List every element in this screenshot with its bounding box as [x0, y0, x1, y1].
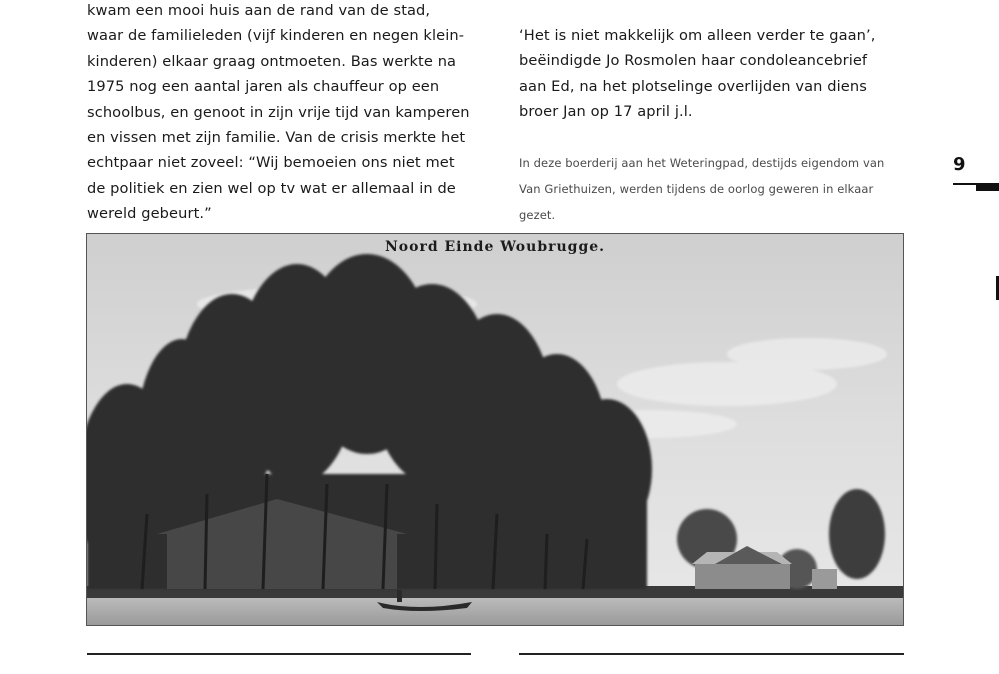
caption-line-3: gezet. — [519, 208, 556, 222]
right-line-4: broer Jan op 17 april j.l. — [519, 103, 693, 121]
right-line-2: beëindigde Jo Rosmolen haar condoleancebrief — [519, 52, 868, 70]
photo-illustration — [87, 234, 903, 625]
left-line-9: wereld gebeurt.” — [87, 205, 212, 223]
photo-caption — [519, 150, 899, 228]
bottom-rule-left — [87, 653, 471, 655]
caption-line-1: In deze boerderij aan het Weteringpad, destijds eigendom van — [519, 156, 885, 170]
page-edge-tab — [976, 183, 999, 191]
canal-water — [87, 596, 903, 625]
left-line-5: schoolbus, en genoot in zijn vrije tijd van kamperen — [87, 103, 470, 121]
right-line-1: ‘Het is niet makkelijk om alleen verder te gaan’, — [519, 27, 876, 44]
photo-title: Noord Einde Woubrugge. — [384, 239, 606, 255]
caption-line-2: Van Griethuizen, werden tijdens de oorlog geweren in elkaar — [519, 182, 874, 196]
right-line-3: aan Ed, na het plotselinge overlijden van diens — [519, 77, 867, 95]
right-text-column — [519, 23, 909, 125]
left-line-1: kwam een mooi huis aan de rand van de stad, — [87, 2, 431, 19]
left-line-8: de politiek en zien wel op tv wat er allemaal in de — [87, 179, 456, 197]
left-line-7: echtpaar niet zoveel: “Wij bemoeien ons niet met — [87, 154, 455, 172]
left-line-2: waar de familieleden (vijf kinderen en negen klein- — [87, 27, 465, 45]
page-number: 9 — [953, 154, 966, 175]
bottom-rule-right — [519, 653, 904, 655]
historic-photo — [86, 233, 904, 626]
left-line-4: 1975 nog een aantal jaren als chauffeur op een — [87, 78, 440, 96]
left-line-6: en vissen met zijn familie. Van de crisis merkte het — [87, 129, 466, 147]
left-line-3: kinderen) elkaar graag ontmoeten. Bas werkte na — [87, 52, 457, 70]
left-text-column — [87, 0, 477, 227]
